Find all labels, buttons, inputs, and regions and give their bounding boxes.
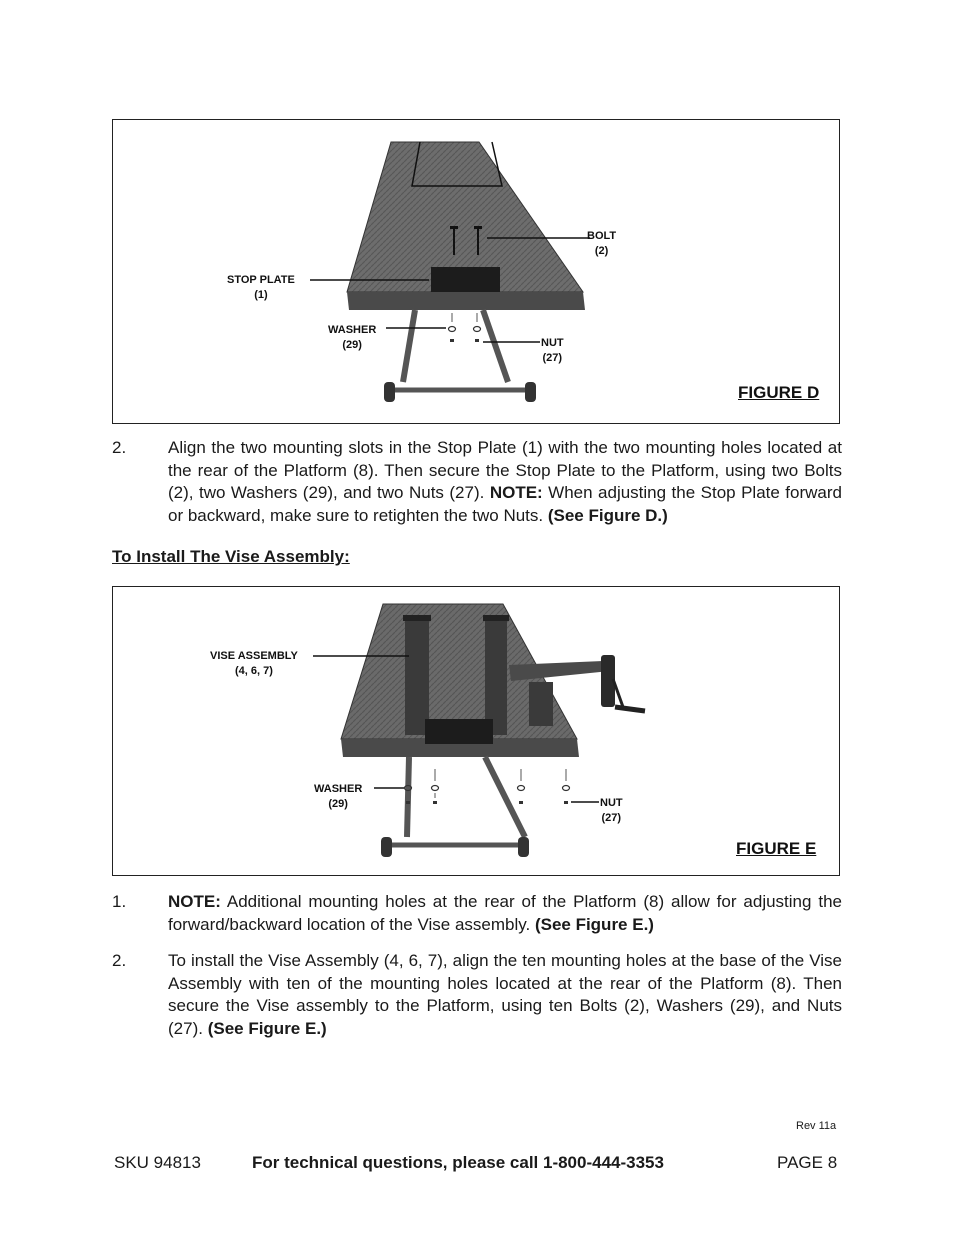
figure-reference: (See Figure E.) (207, 1019, 327, 1039)
callout-washer-e (314, 782, 362, 812)
callout-vise-num: (4, 6, 7) (234, 665, 273, 677)
figure-d-illustration (113, 120, 841, 425)
step-body (168, 891, 842, 936)
step-number: 2. (112, 951, 127, 970)
figure-reference: (See Figure E.) (534, 914, 654, 934)
callout-washer-e-num: (29) (328, 798, 348, 810)
step-number: 1. (112, 892, 127, 911)
callout-nut-label: NUT (541, 337, 564, 349)
step-stop-plate (112, 437, 842, 528)
revision-label: Rev 11a (796, 1120, 837, 1132)
step-body (168, 950, 842, 1041)
callout-bolt-label: BOLT (587, 230, 617, 242)
callout-nut-num: (27) (542, 352, 563, 364)
footer-sku: SKU 94813 (114, 1153, 201, 1172)
step-install-vise (112, 950, 842, 1041)
callout-washer-label: WASHER (328, 324, 377, 336)
footer-page-number: PAGE 8 (777, 1153, 838, 1172)
step-body (168, 437, 842, 528)
note-label: NOTE: (489, 483, 543, 503)
callout-washer (328, 323, 376, 353)
callout-stop-plate (227, 273, 295, 303)
figure-reference: (See Figure D.) (547, 506, 668, 526)
note-label: NOTE: (168, 892, 221, 911)
callout-washer-e-label: WASHER (314, 783, 363, 795)
callout-nut-e-label: NUT (600, 797, 623, 809)
figure-e-illustration (113, 587, 841, 877)
callout-stop-plate-num: (1) (254, 289, 268, 301)
step-text-2: When adjusting the Stop Plate forward or backward, make sure to retighten the two Nuts. (168, 483, 842, 526)
callout-washer-num: (29) (342, 339, 362, 351)
section-heading: To Install The Vise Assembly: (112, 547, 350, 566)
callout-bolt-num: (2) (594, 245, 609, 257)
figure-d (112, 119, 840, 424)
callout-nut-e (600, 796, 623, 826)
step-number: 2. (112, 438, 127, 457)
step-note-mounting (112, 891, 842, 936)
step-text-1: Align the two mounting slots in the Stop Plate (1) with the two mounting holes located at the rear of the Platform (8). Then secure the Stop Plate to the Platform, using two Bolts (2), two Washers (29), and two Nuts (27). (168, 438, 842, 503)
figure-e (112, 586, 840, 876)
callout-nut (541, 336, 564, 366)
footer-tech-support: For technical questions, please call 1-800-444-3353 (252, 1153, 664, 1172)
callout-bolt (587, 229, 616, 259)
callout-nut-e-num: (27) (601, 812, 622, 824)
callout-vise-label: VISE ASSEMBLY (210, 650, 298, 662)
step-text: Additional mounting holes at the rear of the Platform (8) allow for adjusting the forward/backward location of the Vise assembly. (168, 892, 842, 934)
callout-vise-assembly (210, 649, 298, 679)
figure-d-caption: FIGURE D (738, 383, 820, 402)
callout-stop-plate-label: STOP PLATE (227, 274, 295, 286)
figure-e-caption: FIGURE E (736, 839, 817, 858)
step-text: To install the Vise Assembly (4, 6, 7), align the ten mounting holes at the base of the Vise Assembly with ten of the mounting holes located at the rear of the Platform (8). Then secure the Vise assembly to the Platform, using ten Bolts (2), Washers (29), and Nuts (27). (168, 951, 842, 1039)
